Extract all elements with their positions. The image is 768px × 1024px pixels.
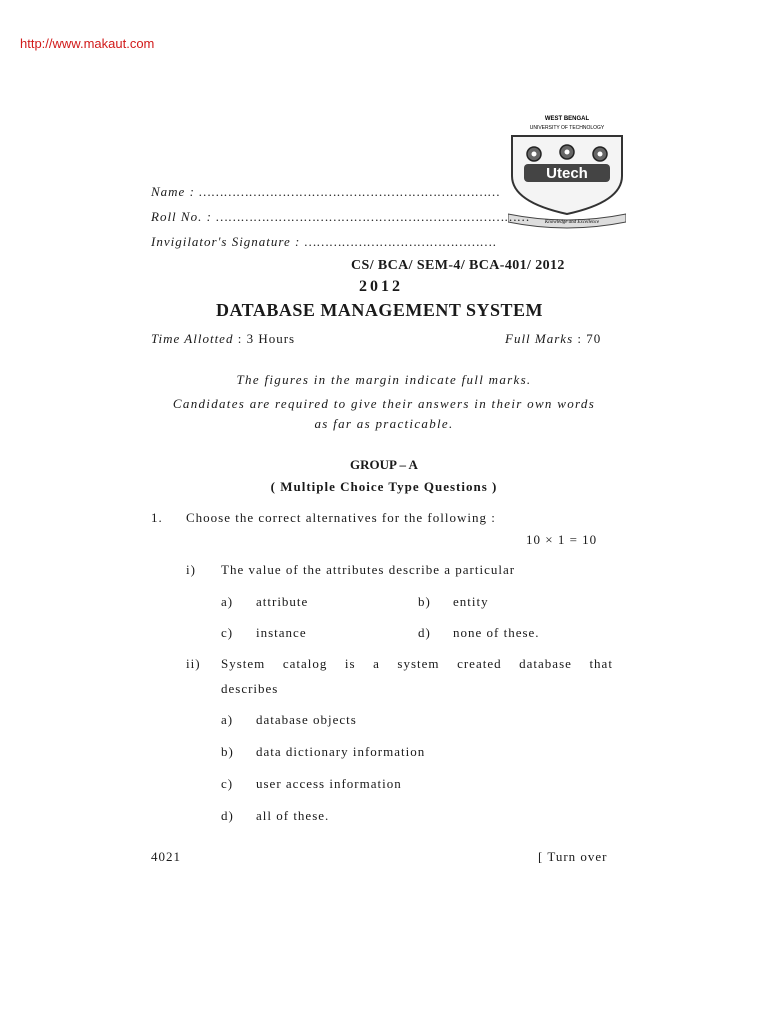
logo-arc-text: UNIVERSITY OF TECHNOLOGY (529, 125, 605, 131)
item-word: created (457, 656, 502, 671)
logo-brand: Utech (546, 165, 588, 182)
instruction-line-3: as far as practicable. (314, 416, 454, 431)
option-text: all of these. (256, 808, 330, 823)
item-text-line-2: describes (221, 681, 279, 696)
marks-value: : 70 (577, 331, 602, 346)
option-text: instance (256, 625, 307, 640)
question-number: 1. (151, 510, 163, 525)
option-label: a) (221, 712, 234, 727)
group-title: GROUP – A (350, 457, 418, 472)
roll-no-field: Roll No. : ………………………………………………………………… (151, 209, 531, 224)
item-word: System (221, 656, 266, 671)
item-word: is (344, 656, 356, 671)
item-word: a (373, 656, 380, 671)
logo-ribbon-text: Knowledge and Excellence (544, 220, 600, 225)
item-word: that (589, 656, 613, 671)
time-allotted (151, 331, 295, 347)
time-value: : 3 Hours (237, 331, 296, 346)
exam-code: CS/ BCA/ SEM-4/ BCA-401/ 2012 (351, 258, 565, 273)
item-number: i) (186, 562, 196, 577)
option-text: attribute (256, 594, 309, 609)
name-field: Name : ……………………………………………………………… (151, 184, 501, 199)
option-text: none of these. (453, 625, 540, 640)
instruction-line-2: Candidates are required to give their answers in their own words (172, 396, 596, 411)
option-text: user access information (256, 776, 402, 791)
option-label: d) (221, 808, 234, 823)
question-text: Choose the correct alternatives for the following : (186, 510, 496, 525)
option-text: database objects (256, 712, 357, 727)
time-label: Time Allotted (151, 331, 234, 346)
source-url[interactable]: http://www.makaut.com (20, 36, 155, 51)
item-number: ii) (186, 656, 201, 671)
option-label: c) (221, 776, 234, 791)
item-text: The value of the attributes describe a particular (221, 562, 516, 577)
group-subtitle: ( Multiple Choice Type Questions ) (270, 479, 498, 494)
option-label: b) (418, 594, 431, 609)
item-word: system (397, 656, 440, 671)
option-label: d) (418, 625, 431, 640)
turn-over: [ Turn over (538, 849, 608, 864)
instruction-line-1: The figures in the margin indicate full marks. (236, 372, 532, 387)
item-text-line-1 (221, 656, 613, 672)
marks-label: Full Marks (505, 331, 574, 346)
option-label: c) (221, 625, 234, 640)
item-word: catalog (282, 656, 328, 671)
footer-code: 4021 (151, 849, 181, 864)
exam-year: 2012 (359, 278, 403, 295)
option-text: data dictionary information (256, 744, 426, 759)
question-marks: 10 × 1 = 10 (526, 532, 598, 547)
option-label: b) (221, 744, 234, 759)
invigilator-signature-field: Invigilator's Signature : ………………………………………. (151, 234, 498, 249)
exam-title: DATABASE MANAGEMENT SYSTEM (216, 300, 544, 320)
full-marks (505, 331, 601, 347)
option-text: entity (453, 594, 489, 609)
option-label: a) (221, 594, 234, 609)
logo-top-text: WEST BENGAL (544, 116, 590, 122)
item-word: database (519, 656, 572, 671)
